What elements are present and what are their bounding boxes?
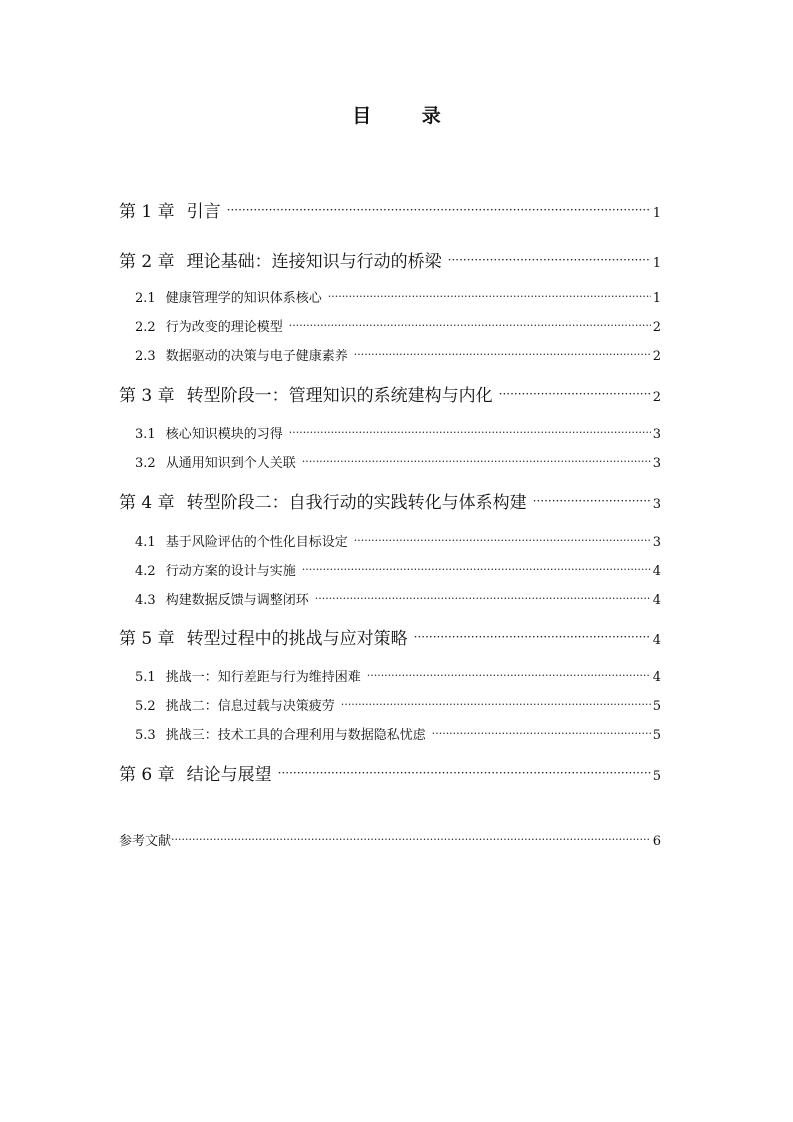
chapter-number: 第 3 章 [119, 386, 175, 406]
section-number: 5.3 [135, 728, 156, 743]
section-number: 4.1 [135, 535, 156, 550]
toc-section-3-1[interactable] [135, 426, 661, 444]
chapter-title: 转型阶段一：管理知识的系统建构与内化 [186, 386, 493, 406]
toc-chapter-2[interactable] [119, 250, 661, 276]
section-title: 核心知识模块的习得 [165, 427, 283, 442]
chapter-title: 转型阶段二：自我行动的实践转化与体系构建 [186, 493, 527, 513]
toc-chapter-1[interactable] [119, 200, 661, 226]
section-title: 健康管理学的知识体系核心 [165, 291, 322, 306]
page-number: 3 [652, 427, 661, 442]
dot-leader [367, 667, 651, 685]
page-number: 1 [652, 256, 661, 271]
page-number: 3 [652, 497, 661, 512]
section-title: 挑战一：知行差距与行为维持困难 [165, 670, 361, 685]
toc-section-2-1[interactable] [135, 290, 661, 308]
toc-section-4-2[interactable] [135, 563, 661, 581]
chapter-number: 第 1 章 [119, 202, 175, 222]
section-title: 数据驱动的决策与电子健康素养 [165, 349, 348, 364]
toc-chapter-6[interactable] [119, 763, 661, 789]
section-number: 5.2 [135, 699, 156, 714]
dot-leader [289, 424, 651, 442]
dot-leader [302, 561, 651, 579]
dot-leader [499, 382, 651, 406]
toc-title: 目 录 [352, 105, 463, 127]
dot-leader [533, 489, 651, 513]
section-number: 2.2 [135, 320, 156, 335]
toc-section-4-3[interactable] [135, 592, 661, 610]
toc-section-2-2[interactable] [135, 319, 661, 337]
section-title: 挑战三：技术工具的合理利用与数据隐私忧虑 [165, 728, 426, 743]
toc-section-5-1[interactable] [135, 669, 661, 687]
dot-leader [354, 532, 651, 550]
page-number: 4 [652, 593, 661, 608]
chapter-number: 第 4 章 [119, 493, 175, 513]
chapter-title: 引言 [186, 202, 221, 222]
section-number: 2.1 [135, 291, 156, 306]
section-title: 从通用知识到个人关联 [165, 456, 296, 471]
page-number: 2 [652, 349, 661, 364]
dot-leader [171, 831, 651, 849]
section-title: 挑战二：信息过载与决策疲劳 [165, 699, 335, 714]
page-number: 4 [652, 670, 661, 685]
dot-leader [414, 625, 651, 649]
page-number: 3 [652, 456, 661, 471]
dot-leader [328, 288, 651, 306]
section-title: 行动方案的设计与实施 [165, 564, 296, 579]
page-number: 5 [652, 728, 661, 743]
dot-leader [289, 317, 651, 335]
dot-leader [315, 590, 651, 608]
toc-chapter-4[interactable] [119, 491, 661, 517]
page-number: 2 [652, 320, 661, 335]
toc-section-5-3[interactable] [135, 727, 661, 745]
toc-section-5-2[interactable] [135, 698, 661, 716]
section-number: 2.3 [135, 349, 156, 364]
page-number: 4 [652, 633, 661, 648]
section-number: 3.2 [135, 456, 156, 471]
page-number: 3 [652, 535, 661, 550]
toc-section-4-1[interactable] [135, 534, 661, 552]
section-title: 基于风险评估的个性化目标设定 [165, 535, 348, 550]
chapter-number: 第 2 章 [119, 252, 175, 272]
page-number: 1 [652, 206, 661, 221]
page-number: 2 [652, 390, 661, 405]
section-number: 5.1 [135, 670, 156, 685]
chapter-title: 结论与展望 [186, 765, 272, 785]
toc-section-2-3[interactable] [135, 348, 661, 366]
page-number: 4 [652, 564, 661, 579]
section-number: 3.1 [135, 427, 156, 442]
chapter-number: 第 6 章 [119, 765, 175, 785]
page-number: 1 [652, 291, 661, 306]
dot-leader [354, 346, 651, 364]
toc-section-3-2[interactable] [135, 455, 661, 473]
dot-leader [227, 198, 651, 222]
dot-leader [432, 725, 651, 743]
chapter-title: 理论基础：连接知识与行动的桥梁 [186, 252, 442, 272]
chapter-number: 第 5 章 [119, 629, 175, 649]
dot-leader [278, 761, 651, 785]
page-number: 6 [652, 834, 661, 849]
section-number: 4.3 [135, 593, 156, 608]
toc-references[interactable] [119, 833, 661, 851]
section-number: 4.2 [135, 564, 156, 579]
toc-chapter-3[interactable] [119, 384, 661, 410]
page-number: 5 [652, 769, 661, 784]
section-title: 构建数据反馈与调整闭环 [165, 593, 309, 608]
dot-leader [341, 696, 651, 714]
references-title: 参考文献 [119, 834, 172, 849]
chapter-title: 转型过程中的挑战与应对策略 [186, 629, 408, 649]
dot-leader [448, 248, 651, 272]
dot-leader [302, 453, 651, 471]
page-number: 5 [652, 699, 661, 714]
section-title: 行为改变的理论模型 [165, 320, 283, 335]
toc-chapter-5[interactable] [119, 627, 661, 653]
